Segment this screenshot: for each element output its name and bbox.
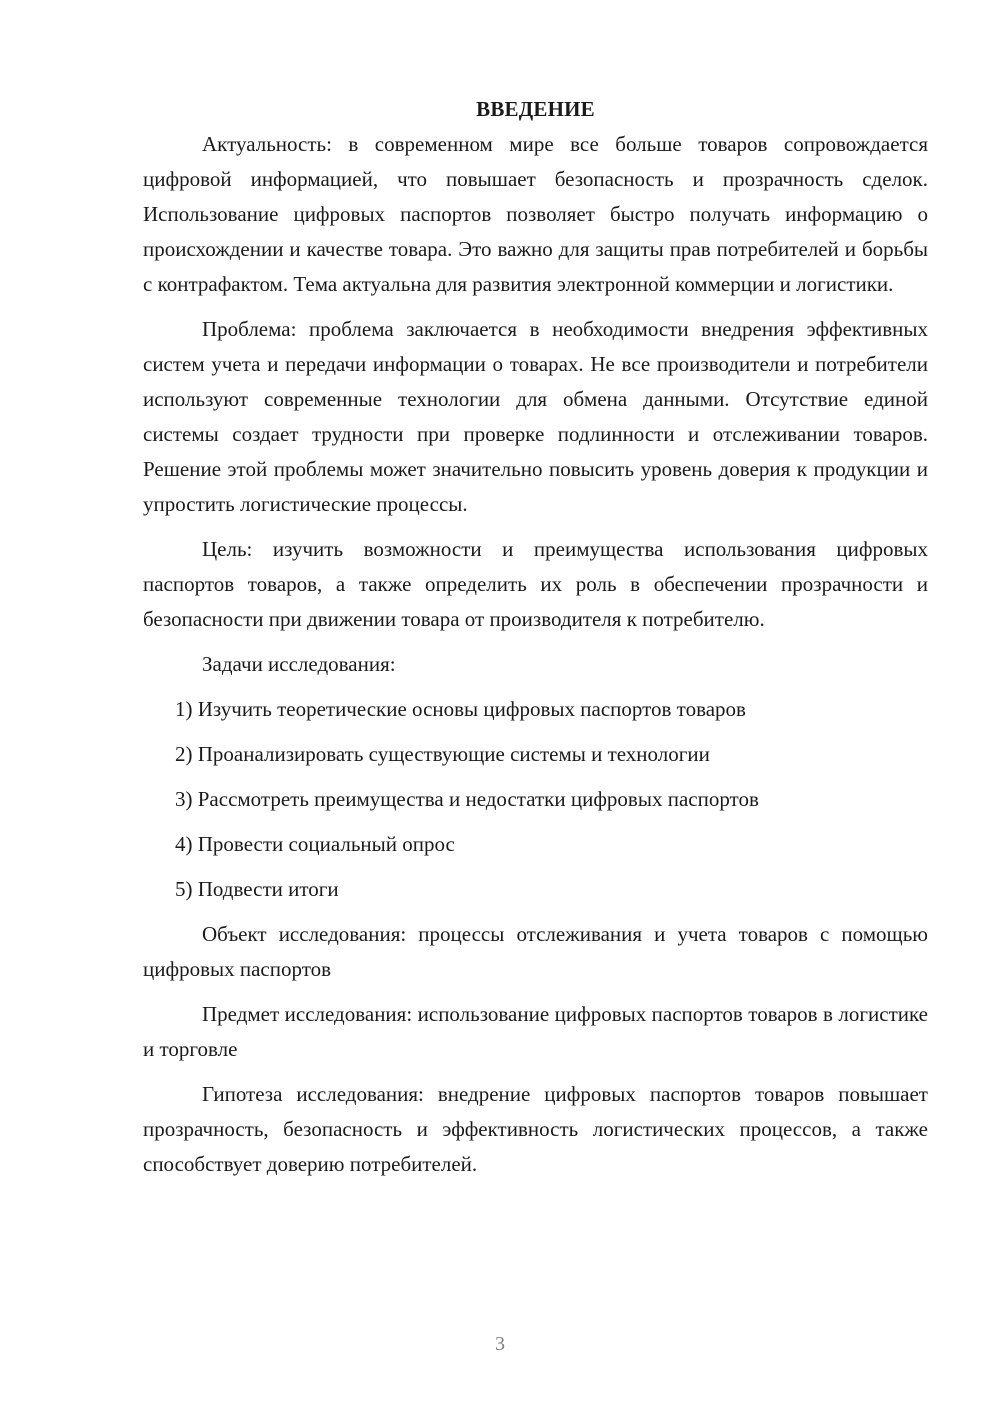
hypothesis-paragraph: Гипотеза исследования: внедрение цифровых паспортов товаров повышает прозрачность, безопасность и эффективность логистических процессов, а также способствует доверию потребителей. bbox=[143, 1082, 928, 1176]
goal-paragraph: Цель: изучить возможности и преимущества использования цифровых паспортов товаров, а также определить их роль в обеспечении прозрачности и безопасности при движении товара от производителя к потребителю. bbox=[143, 537, 928, 631]
tasks-heading: Задачи исследования: bbox=[202, 652, 396, 676]
tasks-list bbox=[143, 692, 928, 907]
task-item: 1) Изучить теоретические основы цифровых паспортов товаров bbox=[175, 697, 746, 721]
page-number: 3 bbox=[495, 1333, 505, 1355]
task-item: 2) Проанализировать существующие системы и технологии bbox=[175, 742, 710, 766]
document-page bbox=[143, 92, 928, 1192]
task-item: 3) Рассмотреть преимущества и недостатки цифровых паспортов bbox=[175, 787, 759, 811]
relevance-paragraph: Актуальность: в современном мире все больше товаров сопровождается цифровой информацией, что повышает безопасность и прозрачность сделок. Использование цифровых паспортов позволяет быстро получать информацию о происхождении и качестве товара. Это важно для защиты прав потребителей и борьбы с контрафактом. Тема актуальна для развития электронной коммерции и логистики. bbox=[143, 132, 928, 296]
object-paragraph: Объект исследования: процессы отслеживания и учета товаров с помощью цифровых паспортов bbox=[143, 922, 928, 981]
task-item: 5) Подвести итоги bbox=[175, 877, 339, 901]
task-item: 4) Провести социальный опрос bbox=[175, 832, 455, 856]
problem-paragraph: Проблема: проблема заключается в необходимости внедрения эффективных систем учета и передачи информации о товарах. Не все производители и потребители используют современные технологии для обмена данными. Отсутствие единой системы создает трудности при проверке подлинности и отслеживании товаров. Решение этой проблемы может значительно повысить уровень доверия к продукции и упростить логистические процессы. bbox=[143, 317, 928, 516]
section-title: ВВЕДЕНИЕ bbox=[476, 97, 595, 121]
subject-paragraph: Предмет исследования: использование цифровых паспортов товаров в логистике и торговле bbox=[143, 1002, 928, 1061]
